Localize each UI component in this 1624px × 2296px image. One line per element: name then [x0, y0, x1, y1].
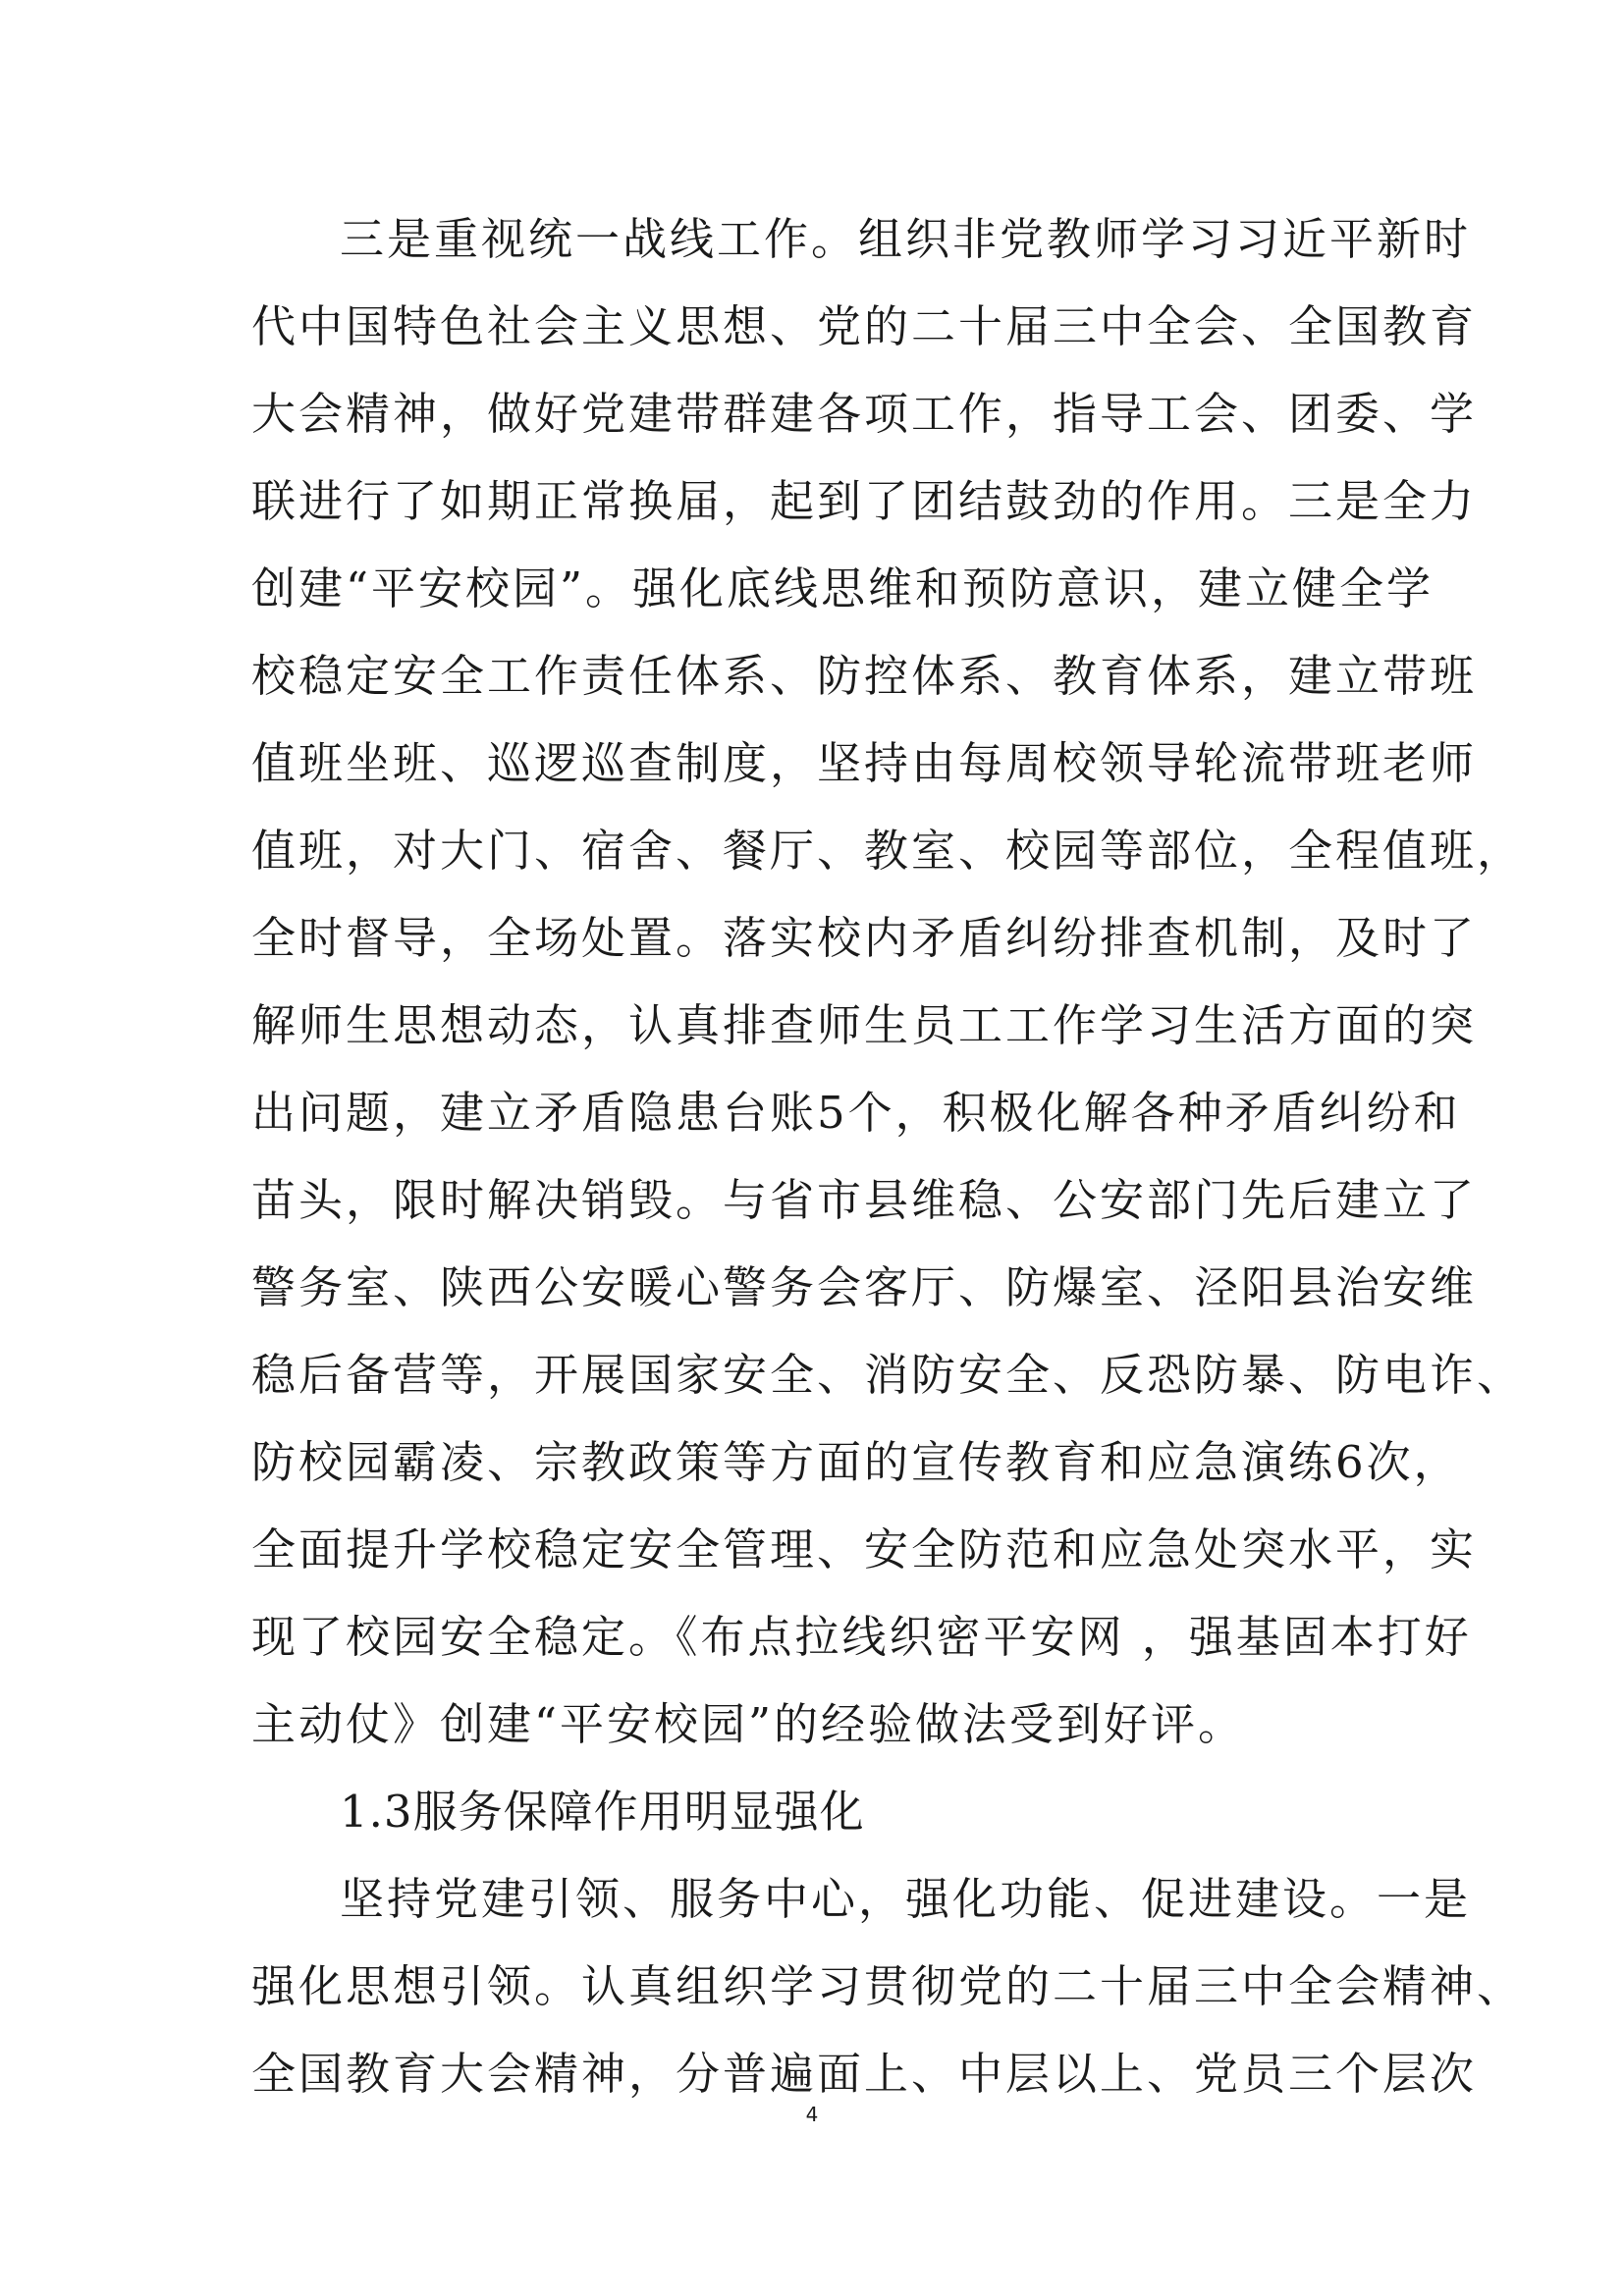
paragraph-line: 值班，对大门、宿舍、餐厅、教室、校园等部位，全程值班， — [251, 825, 1525, 877]
paragraph-line: 警务室、陕西公安暖心警务会客厅、防爆室、泾阳县治安维 — [251, 1261, 1478, 1313]
paragraph-line: 强化思想引领。认真组织学习贯彻党的二十届三中全会精神、 — [251, 1960, 1525, 2012]
paragraph-line: 主动仗》创建“平安校园”的经验做法受到好评。 — [251, 1698, 1246, 1750]
paragraph-line: 全国教育大会精神，分普遍面上、中层以上、党员三个层次 — [251, 2048, 1478, 2100]
paragraph-line: 代中国特色社会主义思想、党的二十届三中全会、全国教育 — [251, 300, 1478, 352]
paragraph-line: 出问题，建立矛盾隐患台账5个，积极化解各种矛盾纠纷和 — [251, 1087, 1461, 1139]
section-heading: 1.3服务保障作用明显强化 — [340, 1786, 865, 1838]
paragraph-line: 现了校园安全稳定。《布点拉线织密平安网 ，强基固本打好 — [251, 1611, 1472, 1663]
paragraph-line: 值班坐班、巡逻巡查制度，坚持由每周校领导轮流带班老师 — [251, 737, 1478, 789]
paragraph-line: 解师生思想动态，认真排查师生员工工作学习生活方面的突 — [251, 999, 1478, 1051]
paragraph-line: 大会精神，做好党建带群建各项工作，指导工会、团委、学 — [251, 388, 1478, 440]
paragraph-line: 稳后备营等，开展国家安全、消防安全、反恐防暴、防电诈、 — [251, 1349, 1525, 1401]
paragraph-line: 防校园霸凌、宗教政策等方面的宣传教育和应急演练6次， — [251, 1436, 1461, 1488]
paragraph-line: 坚持党建引领、服务中心，强化功能、促进建设。一是 — [340, 1873, 1472, 1925]
paragraph-line: 全面提升学校稳定安全管理、安全防范和应急处突水平，实 — [251, 1523, 1478, 1575]
paragraph-line: 校稳定安全工作责任体系、防控体系、教育体系，建立带班 — [251, 650, 1478, 702]
paragraph-line: 三是重视统一战线工作。组织非党教师学习习近平新时 — [340, 213, 1472, 265]
paragraph-line: 全时督导，全场处置。落实校内矛盾纠纷排查机制，及时了 — [251, 912, 1478, 964]
paragraph-line: 创建“平安校园”。强化底线思维和预防意识，建立健全学 — [251, 562, 1435, 614]
paragraph-line: 联进行了如期正常换届，起到了团结鼓劲的作用。三是全力 — [251, 475, 1478, 527]
paragraph-line: 苗头，限时解决销毁。与省市县维稳、公安部门先后建立了 — [251, 1174, 1478, 1226]
page-number: 4 — [805, 2103, 819, 2126]
